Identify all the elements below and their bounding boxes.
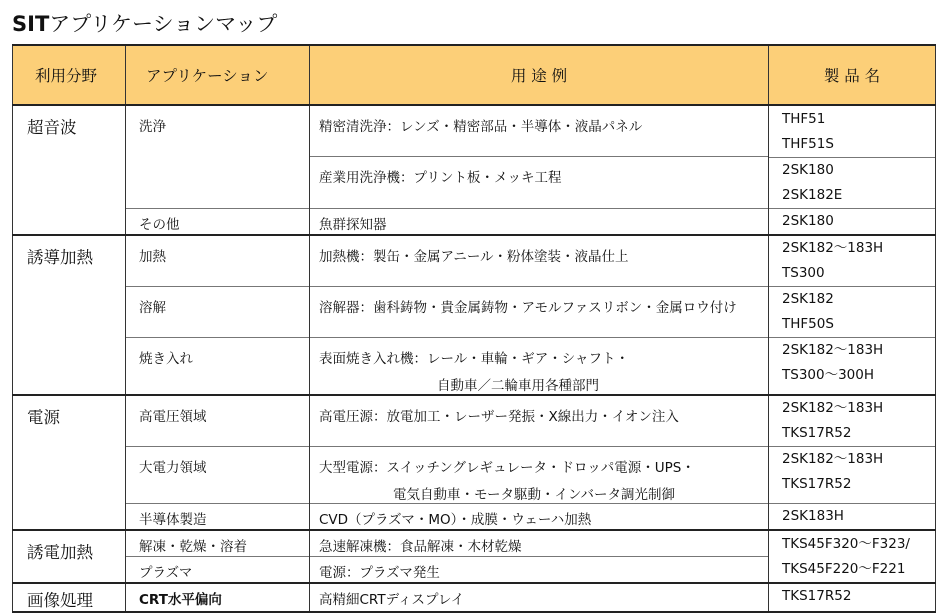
application-cell: 大電力領域	[126, 447, 310, 504]
product-cell	[769, 395, 936, 447]
product-name: 2SK182～183H	[782, 400, 884, 416]
use-text: 表面焼き入れ機：レール・車輪・ギア・シャフト・	[319, 351, 629, 367]
application-map-table	[12, 44, 936, 613]
product-cell	[769, 287, 936, 338]
product-name: 2SK182～183H	[782, 451, 884, 467]
header-field: 利用分野	[13, 45, 126, 105]
application-cell: 溶解	[126, 287, 310, 338]
table-row	[13, 447, 936, 504]
table-row	[13, 209, 936, 236]
application-cell: プラズマ	[126, 557, 310, 584]
table-row	[13, 235, 936, 287]
product-name: TS300～300H	[782, 367, 875, 383]
product-name: 2SK182～183H	[782, 240, 884, 256]
use-cell: 高電圧源：放電加工・レーザー発振・X線出力・イオン注入	[310, 395, 769, 447]
application-cell: 高電圧領域	[126, 395, 310, 447]
product-cell	[769, 447, 936, 504]
table-row	[13, 583, 936, 612]
product-name: 2SK180	[769, 157, 935, 183]
use-text: 自動車／二輪車用各種部門	[437, 378, 599, 394]
use-cell: 加熱機：製缶・金属アニール・粉体塗装・液晶仕上	[310, 235, 769, 287]
use-cell: 急速解凍機：食品解凍・木材乾燥	[310, 530, 769, 557]
product-cell	[769, 583, 936, 612]
field-cell: 誘電加熱	[13, 530, 126, 583]
title-text: アプリケーションマップ	[49, 12, 278, 36]
product-cell	[769, 105, 936, 209]
product-name: THF50S	[782, 316, 834, 332]
use-cell	[310, 338, 769, 396]
header-row	[13, 45, 936, 105]
product-name: 2SK182	[782, 291, 834, 307]
product-name: 2SK183H	[782, 508, 844, 524]
product-name: THF51S	[782, 136, 834, 152]
field-cell: 超音波	[13, 105, 126, 235]
use-cell	[310, 447, 769, 504]
page-title	[12, 8, 277, 38]
application-cell: 解凍・乾燥・溶着	[126, 530, 310, 557]
product-cell	[769, 530, 936, 583]
field-cell: 画像処理	[13, 583, 126, 612]
application-cell: 加熱	[126, 235, 310, 287]
title-brand: SIT	[12, 12, 50, 36]
table-row	[13, 287, 936, 338]
header-application: アプリケーション	[126, 45, 310, 105]
table-row	[13, 530, 936, 557]
header-product: 製 品 名	[769, 45, 936, 105]
product-cell	[769, 338, 936, 396]
use-cell: 溶解器：歯科鋳物・貴金属鋳物・アモルファスリボン・金属ロウ付け	[310, 287, 769, 338]
product-name: TKS45F320～F323/	[782, 536, 910, 552]
field-cell: 電源	[13, 395, 126, 530]
application-cell: 洗浄	[126, 105, 310, 209]
application-cell: その他	[126, 209, 310, 236]
application-cell: CRT水平偏向	[126, 583, 310, 612]
table-row	[13, 504, 936, 531]
use-cell	[310, 105, 769, 209]
use-text: 電気自動車・モータ駆動・インバータ調光制御	[393, 487, 676, 503]
product-cell	[769, 209, 936, 236]
product-name: TKS17R52	[782, 425, 852, 441]
product-name: TS300	[782, 265, 825, 281]
table-row	[13, 395, 936, 447]
use-cell: CVD（プラズマ・MO）・成膜・ウェーハ加熱	[310, 504, 769, 531]
application-cell: 焼き入れ	[126, 338, 310, 396]
product-name: THF51	[782, 111, 826, 127]
product-cell	[769, 504, 936, 531]
product-cell	[769, 235, 936, 287]
field-cell: 誘導加熱	[13, 235, 126, 395]
use-text: 産業用洗浄機：プリント板・メッキ工程	[310, 156, 768, 207]
table-row	[13, 105, 936, 209]
product-name: TKS45F220～F221	[782, 561, 906, 577]
product-name: 2SK180	[782, 213, 834, 229]
application-cell: 半導体製造	[126, 504, 310, 531]
use-cell: 高精細CRTディスプレイ	[310, 583, 769, 612]
header-use: 用 途 例	[310, 45, 769, 105]
use-cell: 魚群探知器	[310, 209, 769, 236]
use-text: 大型電源：スイッチングレギュレータ・ドロッパ電源・UPS・	[319, 460, 695, 476]
product-name: 2SK182～183H	[782, 342, 884, 358]
use-text: 精密清洗浄：レンズ・精密部品・半導体・液晶パネル	[319, 119, 643, 135]
use-cell: 電源：プラズマ発生	[310, 557, 769, 584]
product-name: TKS17R52	[782, 588, 852, 604]
table-row	[13, 338, 936, 396]
product-name: 2SK182E	[782, 187, 843, 203]
product-name: TKS17R52	[782, 476, 852, 492]
